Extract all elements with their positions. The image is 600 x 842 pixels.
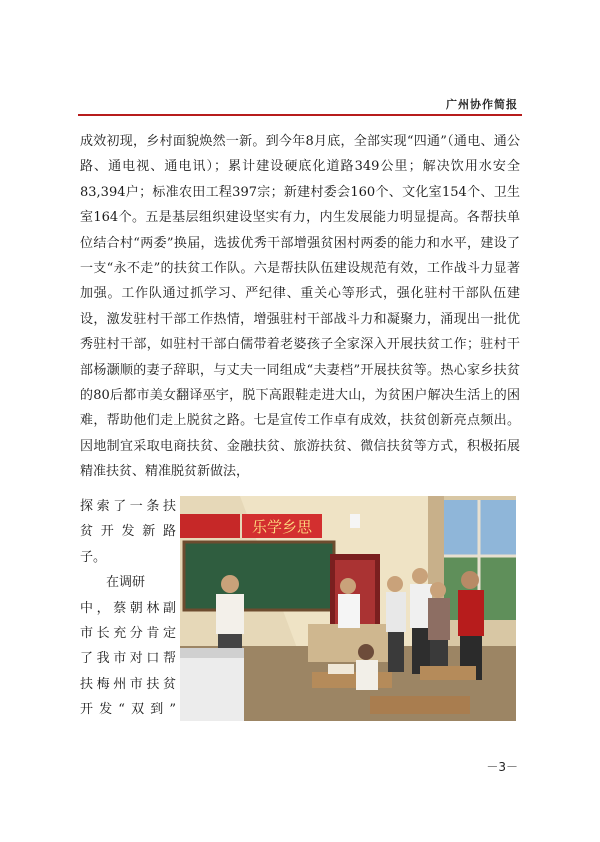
body-paragraph-text: 成效初现，乡村面貌焕然一新。到今年8月底，全部实现“四通”（通电、通公路、通电视、通电讯）；累计建设硬底化道路349公里；解决饮用水安全83,394户；标准农田工程397宗；新建村委会160个、文化室154个、卫生室164个。五是基层组织建设坚实有力，内生发展能力明显提高。各帮扶单位结合村“两委”换届，选拔优秀干部增强贫困村两委的能力和水平，建设了一支“永不走”的扶贫工作队。六是帮扶队伍建设规范有效，工作战斗力显著加强。工作队通过抓学习、严纪律、重关心等形式，强化驻村干部队伍建设，激发驻村干部工作热情，增强驻村干部战斗力和凝聚力，涌现出一批优秀驻村干部，如驻村干部白儒带着老婆孩子全家深入开展扶贫工作；驻村干部杨灏顺的妻子辞职，与丈夫一同组成“夫妻档”开展扶贫等。热心家乡扶贫的80后都市美女翻译巫宇，脱下高跟鞋走进大山，为贫困户解决生活上的困难，帮助他们走上脱贫之路。七是宣传工作卓有成效，扶贫创新亮点频出。因地制宜采取电商扶贫、金融扶贫、旅游扶贫、微信扶贫等方式，积极拓展精准扶贫、精准脱贫新做法， <box>80 134 520 480</box>
photo-illustration <box>180 496 516 721</box>
header-title: 广州协作简报 <box>446 98 518 111</box>
banner-text: 乐学乡思 <box>251 518 313 536</box>
classroom-visit-photo <box>180 496 516 721</box>
header-divider <box>78 114 522 116</box>
side-line: 贫开发新路 <box>80 524 176 540</box>
side-line: 开发“双到” <box>80 702 176 718</box>
side-line: 探索了一条扶 <box>80 499 176 514</box>
side-line: 市长充分肯定 <box>80 626 176 642</box>
side-line: 了我市对口帮 <box>80 651 176 667</box>
side-column-text <box>80 494 176 723</box>
side-line: 子。 <box>80 549 107 565</box>
side-line: 在调研 <box>106 575 146 591</box>
page-number: －3－ <box>486 760 518 774</box>
body-paragraph <box>80 129 520 485</box>
side-line: 扶梅州市扶贫 <box>80 676 176 692</box>
side-line: 中，蔡朝林副 <box>80 600 176 616</box>
